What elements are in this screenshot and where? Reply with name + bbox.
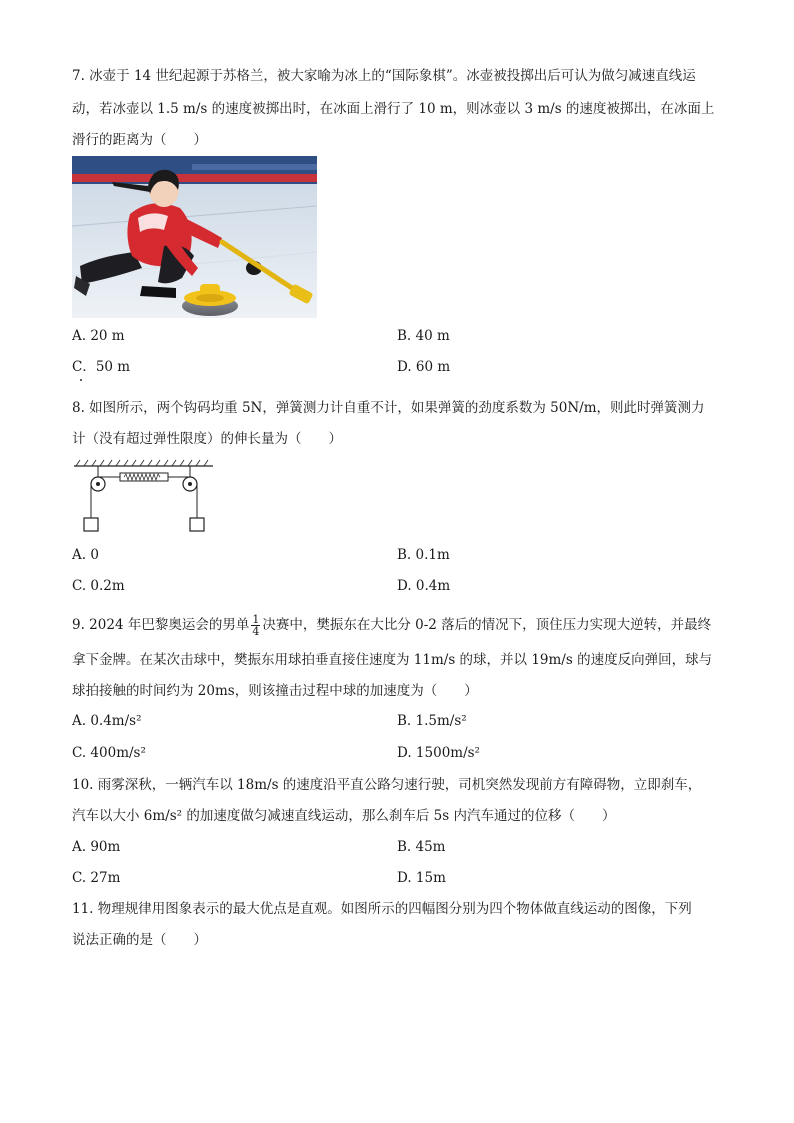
q8-stem-line-1: 8. 如图所示，两个钩码均重 5N，弹簧测力计自重不计，如果弹簧的劲度系数为 50N/m，则此时弹簧测力 xyxy=(72,400,705,416)
q8-option-a: A. 0 xyxy=(72,547,99,563)
q11-stem-line-1: 11. 物理规律用图象表示的最大优点是直观。如图所示的四幅图分别为四个物体做直线运动的图像，下列 xyxy=(72,901,692,917)
q7-option-c: C．50 m xyxy=(72,359,131,375)
q9-option-d: D. 1500m/s² xyxy=(397,745,480,761)
q9-stem-line-3: 球拍接触的时间约为 20ms，则该撞击过程中球的加速度为（ ） xyxy=(72,683,478,699)
q9-option-c: C. 400m/s² xyxy=(72,745,146,761)
q10-option-c: C. 27m xyxy=(72,870,121,886)
q10-stem-line-2: 汽车以大小 6m/s² 的加速度做匀减速直线运动，那么刹车后 5s 内汽车通过的位移（ ） xyxy=(72,808,616,824)
q9-option-b: B. 1.5m/s² xyxy=(397,713,467,729)
fraction-denominator: 4 xyxy=(252,625,260,638)
q8-stem-line-2: 计（没有超过弹性限度）的伸长量为（ ） xyxy=(72,431,342,447)
fraction-numerator: 1 xyxy=(252,613,260,626)
q9-stem-line-1-start: 9. 2024 年巴黎奥运会的男单 xyxy=(72,617,250,633)
stray-mark xyxy=(80,379,82,381)
q10-stem-line-1: 10. 雨雾深秋，一辆汽车以 18m/s 的速度沿平直公路匀速行驶，司机突然发现前方有障碍物，立即刹车， xyxy=(72,777,702,793)
pulley-spring-diagram xyxy=(72,458,217,533)
q10-option-d: D. 15m xyxy=(397,870,446,886)
q7-stem-line-1: 7. 冰壶于 14 世纪起源于苏格兰，被大家喻为冰上的“国际象棋”。冰壶被投掷出后可认为做匀减速直线运 xyxy=(72,68,696,84)
q10-option-a: A. 90m xyxy=(72,839,121,855)
q7-stem-line-3: 滑行的距离为（ ） xyxy=(72,132,207,148)
q10-option-b: B. 45m xyxy=(397,839,446,855)
quarter-fraction xyxy=(251,614,260,637)
q9-stem-line-1-end: 决赛中，樊振东在大比分 0-2 落后的情况下，顶住压力实现大逆转，并最终 xyxy=(262,617,712,633)
q7-option-a: A. 20 m xyxy=(72,328,125,344)
q7-option-b: B. 40 m xyxy=(397,328,450,344)
q9-stem-line-1 xyxy=(72,614,711,637)
q7-stem-line-2: 动，若冰壶以 1.5 m/s 的速度被掷出时，在冰面上滑行了 10 m，则冰壶以 3 m/s 的速度被掷出，在冰面上 xyxy=(72,101,715,117)
q9-stem-line-2: 拿下金牌。在某次击球中，樊振东用球拍垂直接住速度为 11m/s 的球，并以 19m/s 的速度反向弹回，球与 xyxy=(72,652,713,668)
q11-stem-line-2: 说法正确的是（ ） xyxy=(72,932,207,948)
q8-option-c: C. 0.2m xyxy=(72,578,125,594)
q9-option-a: A. 0.4m/s² xyxy=(72,713,142,729)
q8-option-b: B. 0.1m xyxy=(397,547,450,563)
q8-option-d: D. 0.4m xyxy=(397,578,451,594)
q7-option-d: D. 60 m xyxy=(397,359,451,375)
curling-photo xyxy=(72,156,317,318)
